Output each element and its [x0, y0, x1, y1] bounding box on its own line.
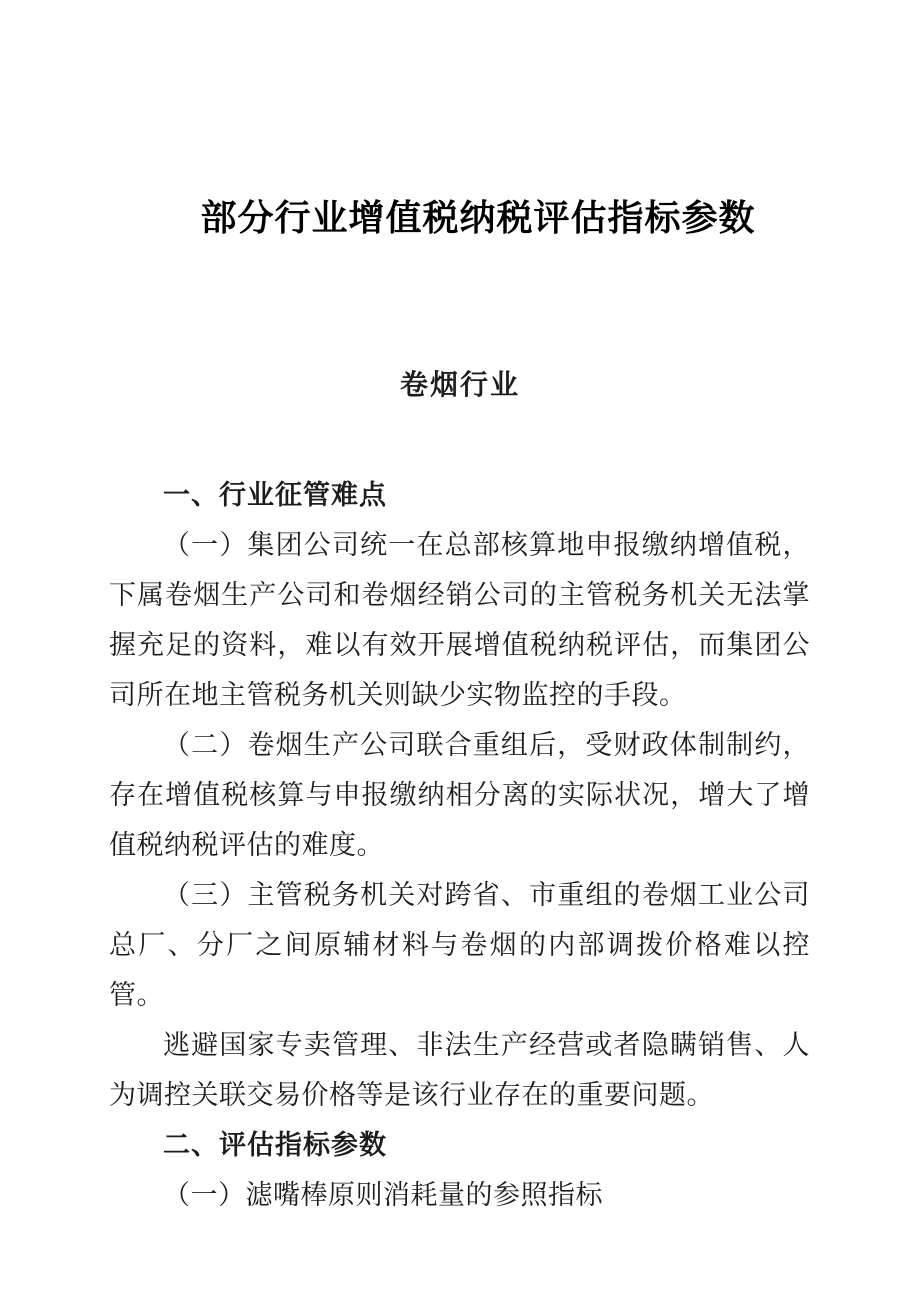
industry-section-title: 卷烟行业: [399, 370, 520, 401]
section-heading-indicators: 二、评估指标参数: [163, 1130, 387, 1160]
paragraph-difficulty-2: （二）卷烟生产公司联合重组后，受财政体制制约，存在增值税核算与申报缴纳相分离的实际状况，增大了增值税纳税评估的难度。: [109, 730, 810, 860]
paragraph-filter-rod-indicator: （一）滤嘴棒原则消耗量的参照指标: [163, 1180, 603, 1210]
paragraph-industry-issues: 逃避国家专卖管理、非法生产经营或者隐瞒销售、人为调控关联交易价格等是该行业存在的重要问题。: [109, 1030, 810, 1110]
paragraph-difficulty-1: （一）集团公司统一在总部核算地申报缴纳增值税，下属卷烟生产公司和卷烟经销公司的主管税务机关无法掌握充足的资料，难以有效开展增值税纳税评估，而集团公司所在地主管税务机关则缺少实物监控的手段。: [109, 530, 810, 710]
document-body: [109, 470, 810, 1220]
section-heading-difficulties: 一、行业征管难点: [163, 480, 387, 510]
paragraph-difficulty-3: （三）主管税务机关对跨省、市重组的卷烟工业公司总厂、分厂之间原辅材料与卷烟的内部调拨价格难以控管。: [109, 880, 810, 1010]
document-title: 部分行业增值税纳税评估指标参数: [200, 197, 756, 238]
